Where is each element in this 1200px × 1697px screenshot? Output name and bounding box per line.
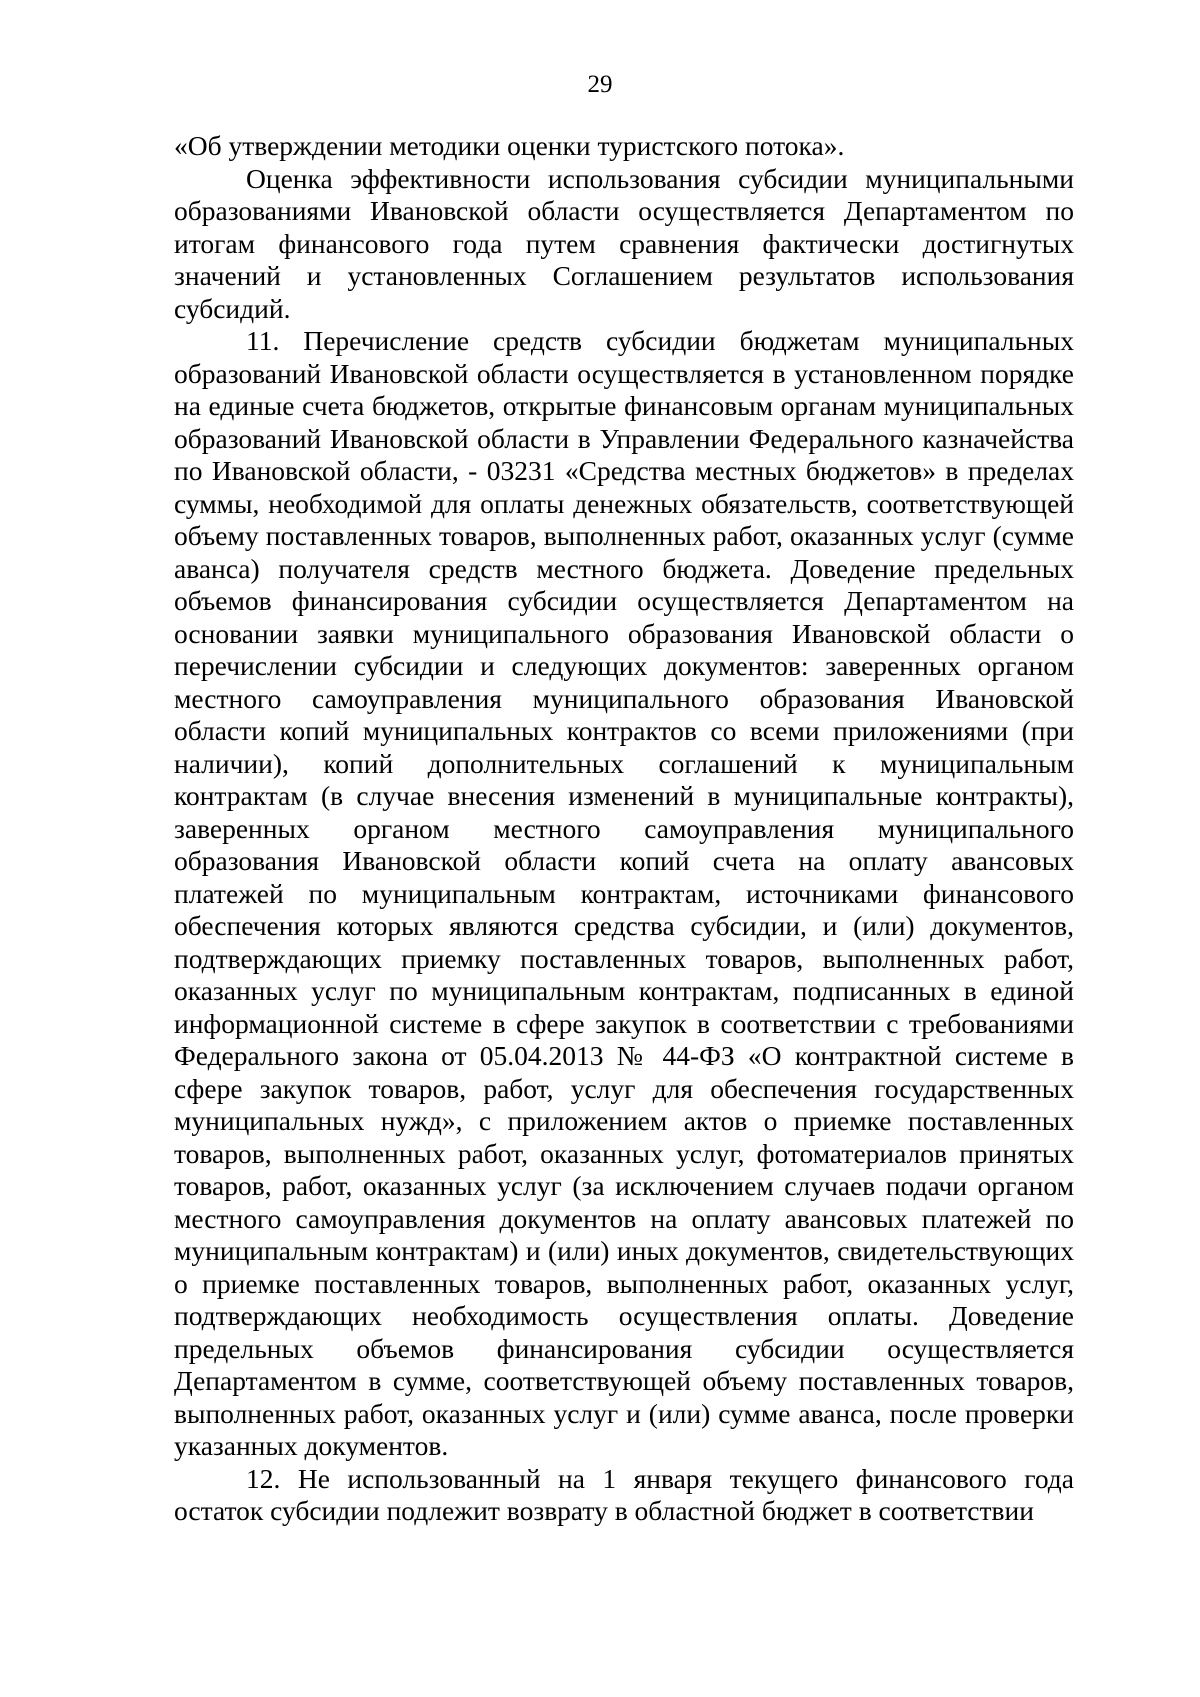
paragraph-12-unused-balance: 12. Не использованный на 1 января текущего финансового года остаток субсидии подлежит возврату в областной бюджет в соответствии — [174, 1462, 1074, 1526]
page-number: 29 — [587, 71, 613, 98]
paragraph-decree-title-end: «Об утверждении методики оценки туристского потока». — [174, 130, 845, 161]
paragraph-effectiveness-assessment: Оценка эффективности использования субсидии муниципальными образованиями Ивановской области осуществляется Департаментом по итогам финансового года путем сравнения фактически достигнутых значений и установленных Соглашением результатов использования субсидий. — [174, 162, 1074, 324]
document-body — [174, 130, 1074, 1528]
paragraph-11-transfer-of-funds: 11. Перечисление средств субсидии бюджетам муниципальных образований Ивановской области осуществляется в установленном порядке на единые счета бюджетов, открытые финансовым органам муниципальных образований Ивановской области в Управлении Федерального казначейства по Ивановской области, - 03231 «Средства местных бюджетов» в пределах суммы, необходимой для оплаты денежных обязательств, соответствующей объему поставленных товаров, выполненных работ, оказанных услуг (сумме аванса) получателя средств местного бюджета. Доведение предельных объемов финансирования субсидии осуществляется Департаментом на основании заявки муниципального образования Ивановской области о перечислении субсидии и следующих документов: заверенных органом местного самоуправления муниципального образования Ивановской области копий муниципальных контрактов со всеми приложениями (при наличии), копий дополнительных соглашений к муниципальным контрактам (в случае внесения изменений в муниципальные контракты), заверенных органом местного самоуправления муниципального образования Ивановской области копий счета на оплату авансовых платежей по муниципальным контрактам, источниками финансового обеспечения которых являются средства субсидии, и (или) документов, подтверждающих приемку поставленных товаров, выполненных работ, оказанных услуг по муниципальным контрактам, подписанных в единой информационной системе в сфере закупок в соответствии с требованиями Федерального закона от 05.04.2013 № 44-ФЗ «О контрактной системе в сфере закупок товаров, работ, услуг для обеспечения государственных муниципальных нужд», с приложением актов о приемке поставленных товаров, выполненных работ, оказанных услуг, фотоматериалов принятых товаров, работ, оказанных услуг (за исключением случаев подачи органом местного самоуправления документов на оплату авансовых платежей по муниципальным контрактам) и (или) иных документов, свидетельствующих о приемке поставленных товаров, выполненных работ, оказанных услуг, подтверждающих необходимость осуществления оплаты. Доведение предельных объемов финансирования субсидии осуществляется Департаментом в сумме, соответствующей объему поставленных товаров, выполненных работ, оказанных услуг и (или) сумме аванса, после проверки указанных документов. — [174, 325, 1074, 1461]
